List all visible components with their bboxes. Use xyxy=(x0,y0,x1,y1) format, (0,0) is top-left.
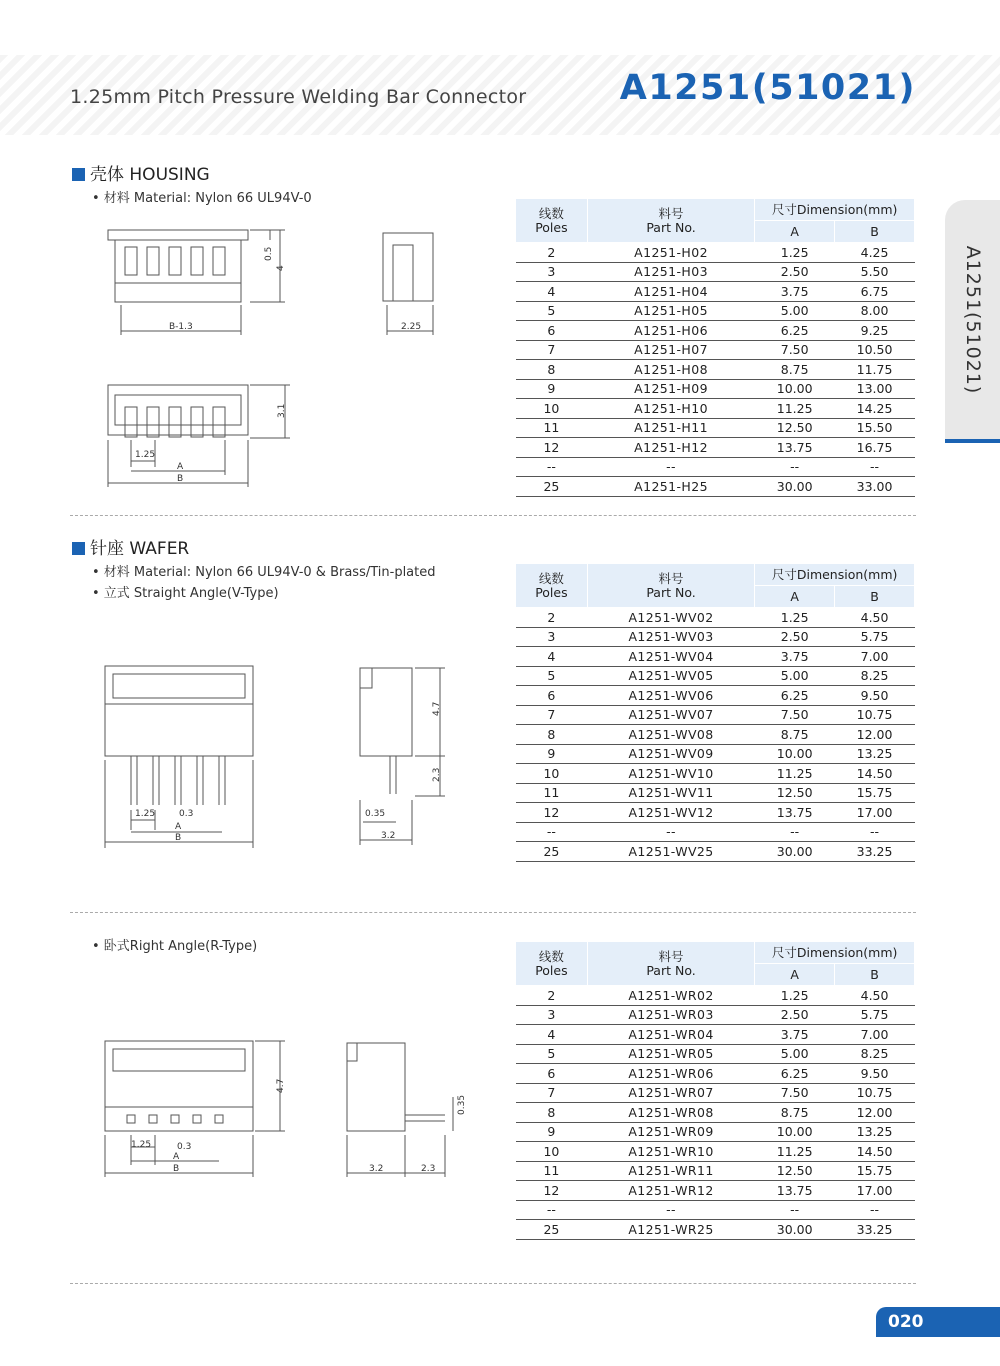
dim-a-cell: 5.00 xyxy=(755,1044,835,1064)
wafer-r-table xyxy=(515,941,915,1240)
table-row xyxy=(516,243,915,263)
wafer-r-drawing xyxy=(95,1035,475,1185)
table-row xyxy=(516,457,915,477)
dim-a-cell: 11.25 xyxy=(755,1142,835,1162)
dim-label: 1.25 xyxy=(135,450,156,460)
part-no-cell: A1251-WR05 xyxy=(587,1044,754,1064)
dim-b-cell: -- xyxy=(835,822,915,842)
poles-cell: -- xyxy=(516,1200,588,1220)
table-row xyxy=(516,686,915,706)
part-no-cell: A1251-WV02 xyxy=(587,608,754,628)
dim-b-cell: 4.50 xyxy=(835,986,915,1006)
poles-cell: 12 xyxy=(516,1181,588,1201)
part-no-cell: A1251-WR25 xyxy=(587,1220,754,1240)
dim-a-cell: 2.50 xyxy=(755,627,835,647)
dim-a-cell: 10.00 xyxy=(755,1122,835,1142)
table-row xyxy=(516,725,915,745)
dim-b-cell: 9.50 xyxy=(835,1064,915,1084)
model-title: A1251(51021) xyxy=(619,68,916,108)
dim-a-cell: -- xyxy=(755,1200,835,1220)
poles-cell: 9 xyxy=(516,1122,588,1142)
dim-b-cell: 10.75 xyxy=(835,1083,915,1103)
dim-a-cell: 7.50 xyxy=(755,340,835,360)
table-row xyxy=(516,783,915,803)
dim-b-cell: 15.75 xyxy=(835,783,915,803)
part-no-cell: A1251-H04 xyxy=(587,282,754,302)
dim-label: 2.25 xyxy=(401,322,422,332)
dim-a-cell: 10.00 xyxy=(755,379,835,399)
dim-a-cell: 12.50 xyxy=(755,783,835,803)
poles-cell: 25 xyxy=(516,1220,588,1240)
poles-cell: 6 xyxy=(516,1064,588,1084)
table-row xyxy=(516,1044,915,1064)
housing-drawing xyxy=(95,225,455,495)
dim-b-cell: 10.75 xyxy=(835,705,915,725)
dim-a-cell: 12.50 xyxy=(755,1161,835,1181)
dim-a-cell: 8.75 xyxy=(755,360,835,380)
housing-spec-material: • 材料 Material: Nylon 66 UL94V-0 xyxy=(92,191,312,206)
part-no-cell: A1251-WV03 xyxy=(587,627,754,647)
dim-label: B xyxy=(173,1164,180,1174)
poles-cell: 25 xyxy=(516,477,588,497)
dim-b-cell: 8.25 xyxy=(835,666,915,686)
part-no-cell: A1251-WV06 xyxy=(587,686,754,706)
dim-b-cell: 12.00 xyxy=(835,725,915,745)
wafer-r-spec-type: • 卧式Right Angle(R-Type) xyxy=(92,939,258,954)
part-no-cell: A1251-H25 xyxy=(587,477,754,497)
part-no-cell: A1251-WR06 xyxy=(587,1064,754,1084)
dim-a-cell: 7.50 xyxy=(755,705,835,725)
col-b-header: B xyxy=(835,221,915,243)
dim-b-cell: 14.50 xyxy=(835,1142,915,1162)
poles-cell: 25 xyxy=(516,842,588,862)
dim-a-cell: 13.75 xyxy=(755,438,835,458)
table-row xyxy=(516,1142,915,1162)
dim-b-cell: 4.50 xyxy=(835,608,915,628)
poles-cell: 6 xyxy=(516,321,588,341)
dim-b-cell: 7.00 xyxy=(835,647,915,667)
table-row xyxy=(516,1122,915,1142)
housing-table-body xyxy=(516,243,915,497)
poles-cell: 9 xyxy=(516,379,588,399)
dim-a-cell: 2.50 xyxy=(755,1005,835,1025)
part-no-cell: A1251-WV12 xyxy=(587,803,754,823)
table-row xyxy=(516,764,915,784)
poles-cell: 5 xyxy=(516,666,588,686)
poles-cell: -- xyxy=(516,822,588,842)
dim-b-cell: 8.25 xyxy=(835,1044,915,1064)
part-no-cell: A1251-WR12 xyxy=(587,1181,754,1201)
part-no-header: 料号 Part No. xyxy=(587,199,754,243)
poles-cell: 11 xyxy=(516,1161,588,1181)
poles-cell: 9 xyxy=(516,744,588,764)
wafer-v-table-body xyxy=(516,608,915,862)
table-row xyxy=(516,301,915,321)
dim-b-cell: 14.25 xyxy=(835,399,915,419)
dim-label: 2.3 xyxy=(421,1164,436,1174)
dim-label: 3.1 xyxy=(277,403,287,418)
part-no-cell: -- xyxy=(587,822,754,842)
dim-b-cell: 4.25 xyxy=(835,243,915,263)
poles-cell: 7 xyxy=(516,1083,588,1103)
poles-cell: 7 xyxy=(516,705,588,725)
dim-a-cell: 12.50 xyxy=(755,418,835,438)
poles-header: 线数 Poles xyxy=(516,564,588,608)
dim-a-cell: 5.00 xyxy=(755,666,835,686)
table-row xyxy=(516,705,915,725)
dim-a-cell: 3.75 xyxy=(755,282,835,302)
dim-a-cell: 6.25 xyxy=(755,686,835,706)
dim-b-cell: 14.50 xyxy=(835,764,915,784)
dim-label: 2.3 xyxy=(432,767,442,782)
part-no-cell: A1251-WV05 xyxy=(587,666,754,686)
dim-label: 1.25 xyxy=(131,1140,152,1150)
table-row xyxy=(516,1220,915,1240)
dim-a-cell: -- xyxy=(755,457,835,477)
poles-cell: 7 xyxy=(516,340,588,360)
dim-b-cell: 17.00 xyxy=(835,803,915,823)
dim-b-cell: 5.75 xyxy=(835,627,915,647)
wafer-spec-type: • 立式 Straight Angle(V-Type) xyxy=(92,586,279,601)
dim-label: 4.7 xyxy=(276,1078,286,1093)
wafer-section-title: 针座 WAFER xyxy=(72,534,189,559)
side-tab-label: A1251(51021) xyxy=(961,245,984,394)
section-divider xyxy=(70,515,916,516)
table-row xyxy=(516,1005,915,1025)
poles-cell: 10 xyxy=(516,764,588,784)
part-no-cell: A1251-H08 xyxy=(587,360,754,380)
part-no-cell: A1251-H12 xyxy=(587,438,754,458)
part-no-cell: A1251-WV10 xyxy=(587,764,754,784)
table-row xyxy=(516,379,915,399)
table-row xyxy=(516,627,915,647)
wafer-r-table-body xyxy=(516,986,915,1240)
poles-cell: 12 xyxy=(516,803,588,823)
part-no-cell: A1251-WR03 xyxy=(587,1005,754,1025)
part-no-cell: A1251-H03 xyxy=(587,262,754,282)
dim-b-cell: 12.00 xyxy=(835,1103,915,1123)
dim-b-cell: -- xyxy=(835,1200,915,1220)
part-no-cell: A1251-WV07 xyxy=(587,705,754,725)
table-row xyxy=(516,986,915,1006)
dim-label: B xyxy=(175,833,182,843)
part-no-cell: A1251-H11 xyxy=(587,418,754,438)
dim-label: A xyxy=(175,822,182,832)
dim-b-cell: 7.00 xyxy=(835,1025,915,1045)
table-row xyxy=(516,608,915,628)
poles-header: 线数 Poles xyxy=(516,199,588,243)
table-row xyxy=(516,1200,915,1220)
document-title: 1.25mm Pitch Pressure Welding Bar Connector xyxy=(70,86,527,108)
part-no-cell: A1251-WV09 xyxy=(587,744,754,764)
dim-label: 1.25 xyxy=(135,809,156,819)
dim-b-cell: 5.50 xyxy=(835,262,915,282)
section-divider xyxy=(70,1283,916,1284)
poles-cell: 6 xyxy=(516,686,588,706)
poles-cell: 3 xyxy=(516,1005,588,1025)
table-row xyxy=(516,1103,915,1123)
table-row xyxy=(516,666,915,686)
dim-label: B xyxy=(177,474,184,484)
dim-b-cell: 9.50 xyxy=(835,686,915,706)
poles-cell: 3 xyxy=(516,262,588,282)
dim-a-cell: 7.50 xyxy=(755,1083,835,1103)
dim-b-cell: -- xyxy=(835,457,915,477)
table-row xyxy=(516,647,915,667)
dim-b-cell: 9.25 xyxy=(835,321,915,341)
dimension-header: 尺寸Dimension(mm) xyxy=(755,942,915,964)
dim-a-cell: 10.00 xyxy=(755,744,835,764)
dim-a-cell: 1.25 xyxy=(755,243,835,263)
poles-cell: 8 xyxy=(516,1103,588,1123)
poles-cell: 2 xyxy=(516,986,588,1006)
dim-b-cell: 15.50 xyxy=(835,418,915,438)
poles-cell: 8 xyxy=(516,725,588,745)
dim-a-cell: 3.75 xyxy=(755,647,835,667)
dim-a-cell: -- xyxy=(755,822,835,842)
dim-b-cell: 33.00 xyxy=(835,477,915,497)
wafer-spec-material: • 材料 Material: Nylon 66 UL94V-0 & Brass/Tin-plated xyxy=(92,565,436,580)
part-no-cell: A1251-WR09 xyxy=(587,1122,754,1142)
dim-label: 0.35 xyxy=(457,1094,467,1115)
part-no-cell: A1251-WV08 xyxy=(587,725,754,745)
table-row xyxy=(516,418,915,438)
part-no-cell: A1251-WR11 xyxy=(587,1161,754,1181)
poles-cell: 10 xyxy=(516,399,588,419)
table-row xyxy=(516,477,915,497)
housing-section-title: 壳体 HOUSING xyxy=(72,160,210,185)
table-row xyxy=(516,822,915,842)
part-no-cell: A1251-WR04 xyxy=(587,1025,754,1045)
poles-cell: 4 xyxy=(516,647,588,667)
dim-a-cell: 5.00 xyxy=(755,301,835,321)
dim-label: A xyxy=(173,1152,180,1162)
wafer-v-table xyxy=(515,563,915,862)
side-tab xyxy=(945,200,1000,443)
dim-label: 0.35 xyxy=(365,809,386,819)
part-no-header: 料号 Part No. xyxy=(587,942,754,986)
dim-label: 0.3 xyxy=(177,1142,192,1152)
table-row xyxy=(516,321,915,341)
dim-label: A xyxy=(177,462,184,472)
table-row xyxy=(516,803,915,823)
part-no-cell: -- xyxy=(587,1200,754,1220)
dim-a-cell: 1.25 xyxy=(755,608,835,628)
poles-cell: 5 xyxy=(516,1044,588,1064)
table-row xyxy=(516,744,915,764)
part-no-cell: A1251-H05 xyxy=(587,301,754,321)
dim-b-cell: 6.75 xyxy=(835,282,915,302)
part-no-cell: A1251-H06 xyxy=(587,321,754,341)
section-square-icon xyxy=(72,168,85,181)
dim-a-cell: 6.25 xyxy=(755,321,835,341)
dim-b-cell: 11.75 xyxy=(835,360,915,380)
part-no-cell: A1251-WV11 xyxy=(587,783,754,803)
poles-cell: 8 xyxy=(516,360,588,380)
section-square-icon xyxy=(72,542,85,555)
dim-a-cell: 30.00 xyxy=(755,477,835,497)
poles-cell: 3 xyxy=(516,627,588,647)
housing-table xyxy=(515,198,915,497)
part-no-cell: A1251-H07 xyxy=(587,340,754,360)
part-no-cell: -- xyxy=(587,457,754,477)
poles-cell: 4 xyxy=(516,1025,588,1045)
table-row xyxy=(516,1064,915,1084)
dim-b-cell: 17.00 xyxy=(835,1181,915,1201)
table-row xyxy=(516,1083,915,1103)
table-row xyxy=(516,1181,915,1201)
dim-label: 4 xyxy=(276,265,286,271)
col-a-header: A xyxy=(755,964,835,986)
dim-b-cell: 13.00 xyxy=(835,379,915,399)
poles-cell: 12 xyxy=(516,438,588,458)
poles-header: 线数 Poles xyxy=(516,942,588,986)
dim-b-cell: 15.75 xyxy=(835,1161,915,1181)
poles-cell: 2 xyxy=(516,608,588,628)
part-no-cell: A1251-H09 xyxy=(587,379,754,399)
col-a-header: A xyxy=(755,221,835,243)
poles-cell: 10 xyxy=(516,1142,588,1162)
poles-cell: 2 xyxy=(516,243,588,263)
dim-b-cell: 13.25 xyxy=(835,744,915,764)
dim-label: B-1.3 xyxy=(169,322,193,332)
part-no-cell: A1251-WR08 xyxy=(587,1103,754,1123)
table-row xyxy=(516,842,915,862)
page-number: 020 xyxy=(876,1307,1000,1337)
part-no-cell: A1251-H02 xyxy=(587,243,754,263)
part-no-cell: A1251-WR10 xyxy=(587,1142,754,1162)
dim-label: 3.2 xyxy=(381,831,396,841)
dim-label: 0.5 xyxy=(264,246,274,261)
dim-a-cell: 8.75 xyxy=(755,1103,835,1123)
table-row xyxy=(516,1161,915,1181)
dim-label: 3.2 xyxy=(369,1164,384,1174)
dim-label: 4.7 xyxy=(432,701,442,716)
table-row xyxy=(516,1025,915,1045)
dim-a-cell: 6.25 xyxy=(755,1064,835,1084)
section-divider xyxy=(70,912,916,913)
table-row xyxy=(516,438,915,458)
part-no-header: 料号 Part No. xyxy=(587,564,754,608)
dim-a-cell: 3.75 xyxy=(755,1025,835,1045)
poles-cell: 5 xyxy=(516,301,588,321)
dim-a-cell: 1.25 xyxy=(755,986,835,1006)
dim-b-cell: 8.00 xyxy=(835,301,915,321)
wafer-v-drawing xyxy=(95,660,455,850)
dim-b-cell: 33.25 xyxy=(835,1220,915,1240)
poles-cell: 11 xyxy=(516,418,588,438)
table-row xyxy=(516,282,915,302)
table-row xyxy=(516,360,915,380)
dim-b-cell: 10.50 xyxy=(835,340,915,360)
dim-a-cell: 11.25 xyxy=(755,764,835,784)
poles-cell: 11 xyxy=(516,783,588,803)
poles-cell: -- xyxy=(516,457,588,477)
table-row xyxy=(516,399,915,419)
dim-a-cell: 30.00 xyxy=(755,842,835,862)
dim-a-cell: 30.00 xyxy=(755,1220,835,1240)
dim-b-cell: 13.25 xyxy=(835,1122,915,1142)
table-row xyxy=(516,262,915,282)
dim-a-cell: 11.25 xyxy=(755,399,835,419)
col-a-header: A xyxy=(755,586,835,608)
dim-label: 0.3 xyxy=(179,809,194,819)
dim-a-cell: 13.75 xyxy=(755,803,835,823)
dim-b-cell: 33.25 xyxy=(835,842,915,862)
part-no-cell: A1251-H10 xyxy=(587,399,754,419)
dim-b-cell: 5.75 xyxy=(835,1005,915,1025)
part-no-cell: A1251-WV04 xyxy=(587,647,754,667)
dimension-header: 尺寸Dimension(mm) xyxy=(755,564,915,586)
part-no-cell: A1251-WR02 xyxy=(587,986,754,1006)
col-b-header: B xyxy=(835,964,915,986)
table-row xyxy=(516,340,915,360)
part-no-cell: A1251-WR07 xyxy=(587,1083,754,1103)
dimension-header: 尺寸Dimension(mm) xyxy=(755,199,915,221)
col-b-header: B xyxy=(835,586,915,608)
dim-a-cell: 8.75 xyxy=(755,725,835,745)
dim-b-cell: 16.75 xyxy=(835,438,915,458)
part-no-cell: A1251-WV25 xyxy=(587,842,754,862)
dim-a-cell: 13.75 xyxy=(755,1181,835,1201)
dim-a-cell: 2.50 xyxy=(755,262,835,282)
poles-cell: 4 xyxy=(516,282,588,302)
